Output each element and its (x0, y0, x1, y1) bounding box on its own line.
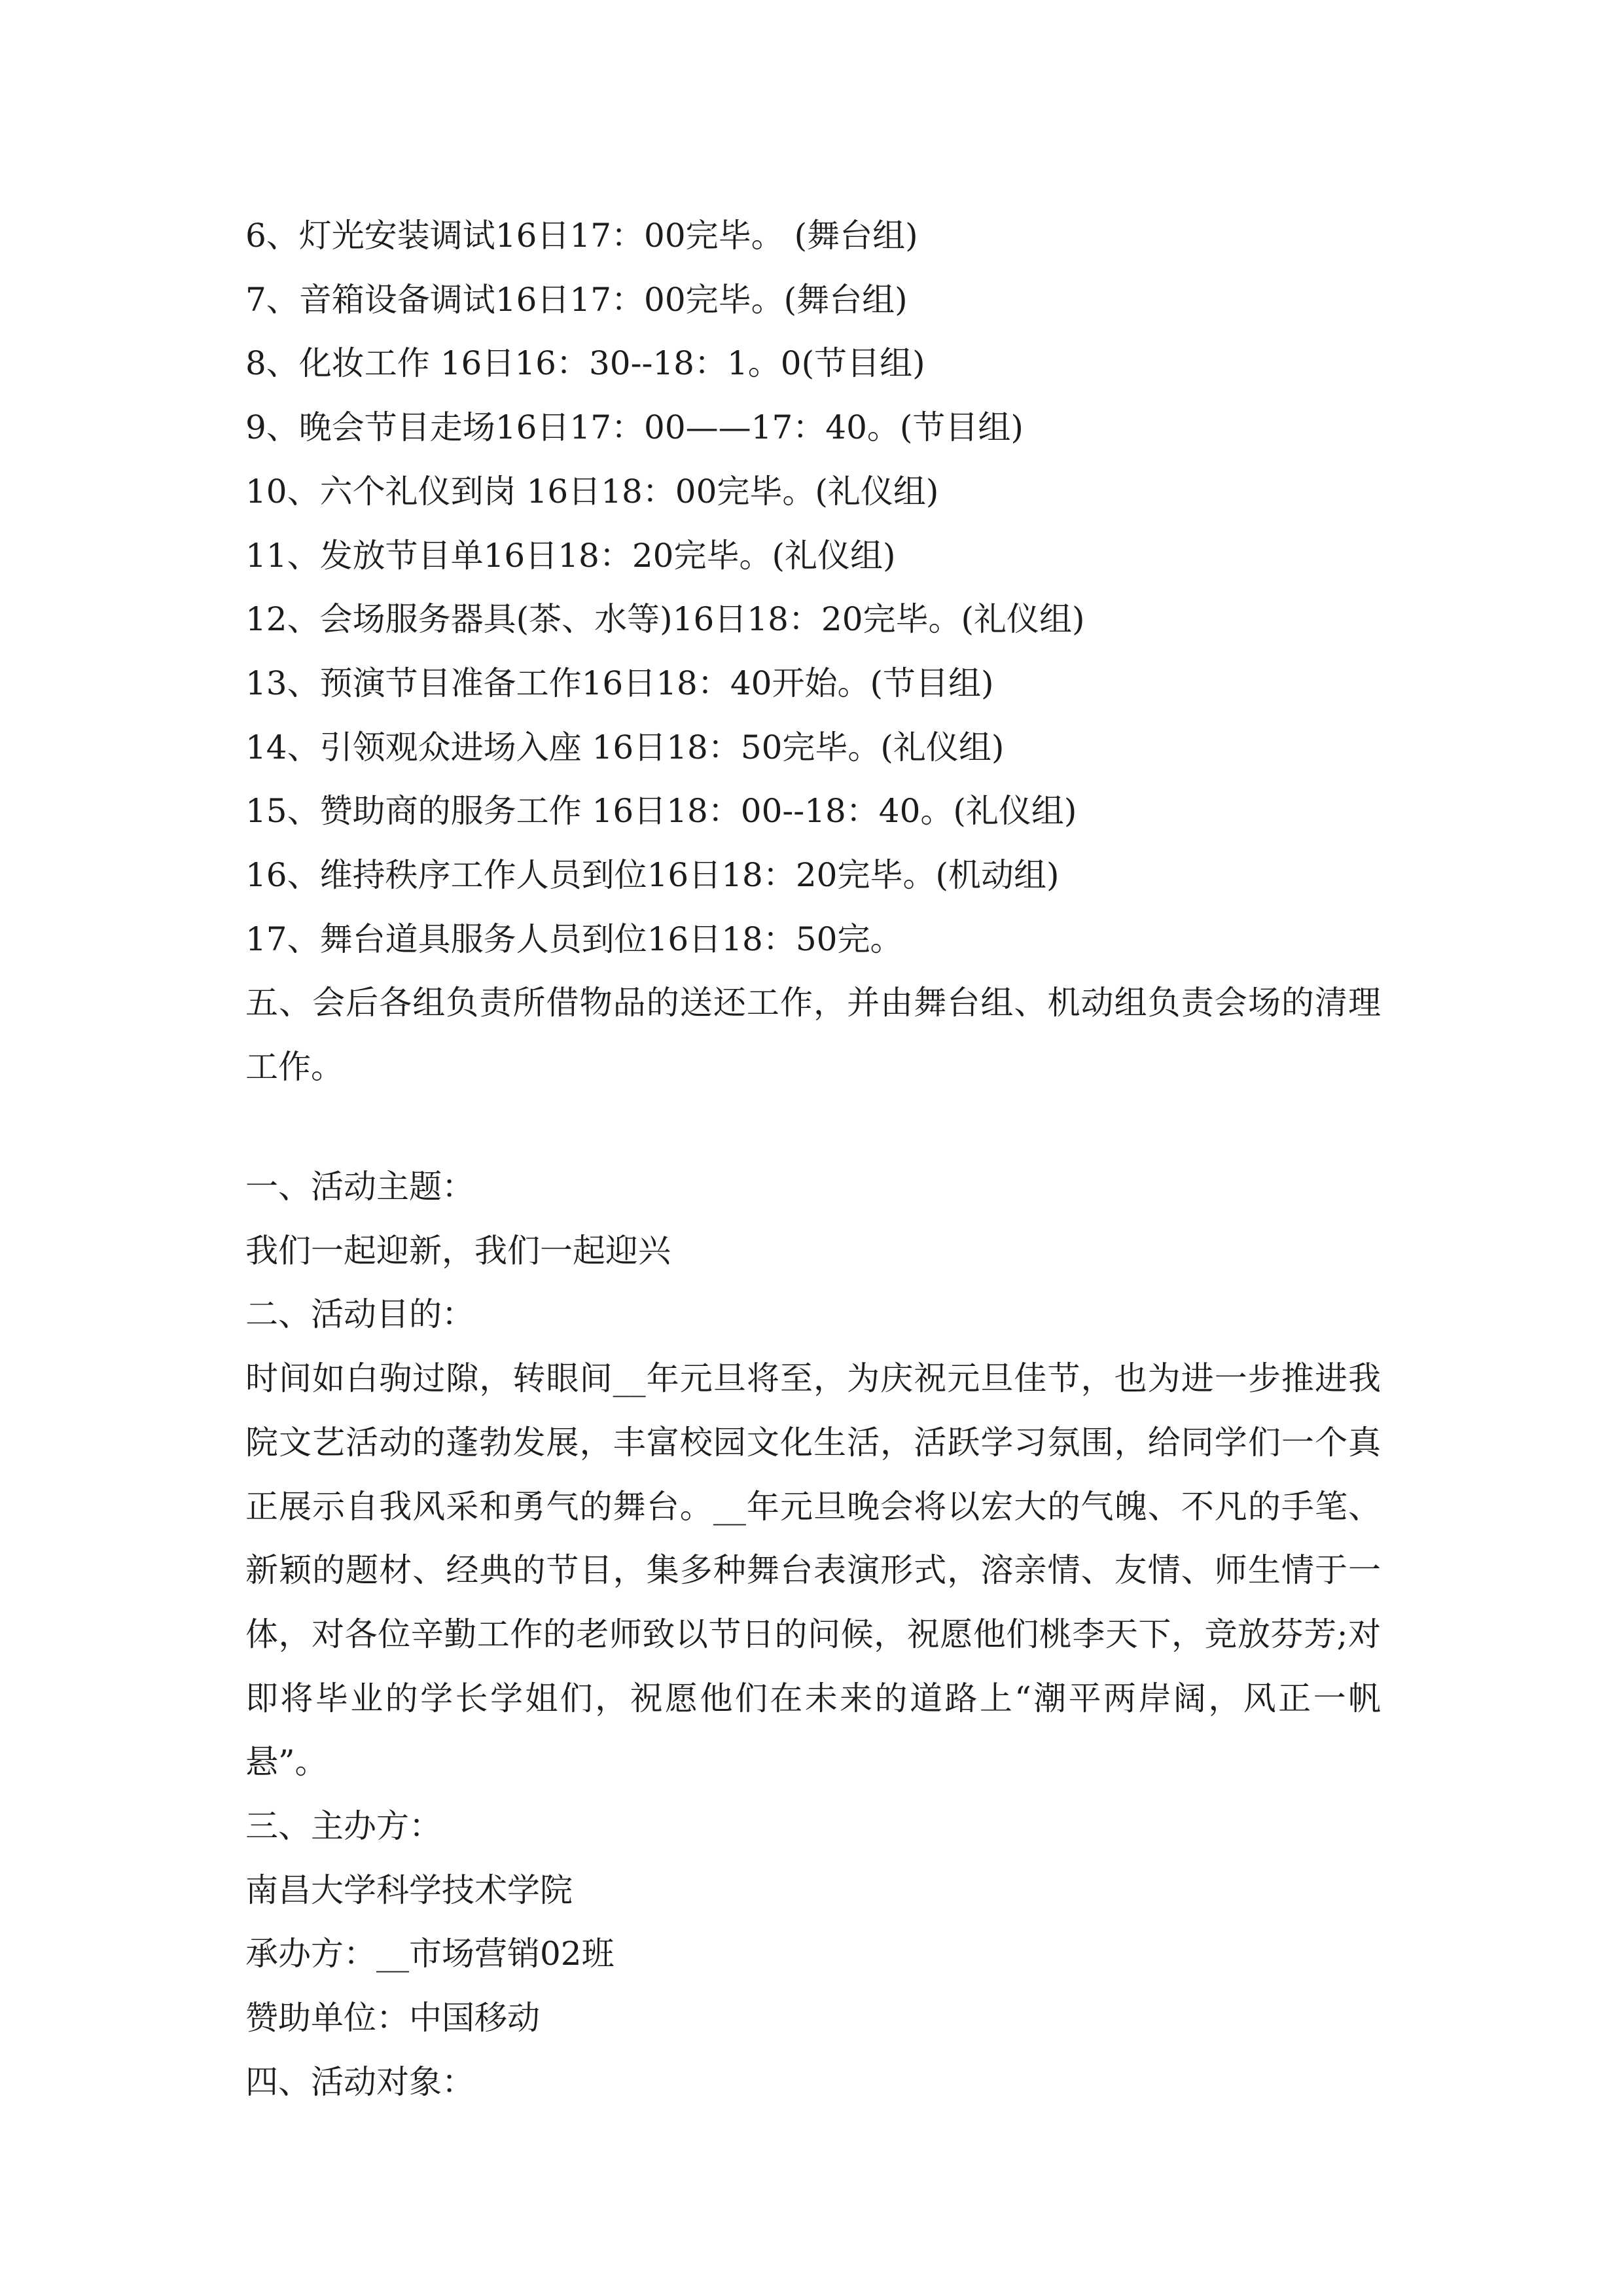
theme-text: 我们一起迎新，我们一起迎兴 (245, 1231, 671, 1270)
schedule-item: 11、发放节目单16日18：20完毕。(礼仪组) (245, 536, 896, 575)
purpose-heading: 二、活动目的： (245, 1295, 474, 1334)
schedule-item: 7、音箱设备调试16日17：00完毕。(舞台组) (245, 280, 908, 319)
sponsor-text: 赞助单位：中国移动 (245, 1999, 540, 2037)
schedule-item: 17、舞台道具服务人员到位16日18：50完。 (245, 920, 903, 958)
organizer-text: 承办方：__市场营销02班 (245, 1935, 615, 1973)
purpose-paragraph: 时间如白驹过隙，转眼间__年元旦将至，为庆祝元旦佳节，也为进一步推进我院文艺活动的蓬勃发展，丰富校园文化生活，活跃学习氛围，给同学们一个真正展示自我风采和勇气的舞台。__年元旦晚会将以宏大的气魄、不凡的手笔、新颖的题材、经典的节目，集多种舞台表演形式，溶亲情、友情、师生情于一体，对各位辛勤工作的老师致以节日的问候，祝愿他们桃李天下，竞放芬芳;对即将毕业的学长学姐们，祝愿他们在未来的道路上“潮平两岸阔，风正一帆悬”。 (245, 1359, 1381, 1782)
schedule-item: 10、六个礼仪到岗 16日18：00完毕。(礼仪组) (245, 472, 939, 511)
schedule-item: 8、化妆工作 16日16：30--18：1。0(节目组) (245, 344, 925, 383)
host-heading: 三、主办方： (245, 1807, 442, 1846)
schedule-item: 6、灯光安装调试16日17：00完毕。 (舞台组) (245, 217, 918, 255)
schedule-section (245, 204, 1381, 1100)
schedule-item: 16、维持秩序工作人员到位16日18：20完毕。(机动组) (245, 856, 1060, 895)
section-five-paragraph: 五、会后各组负责所借物品的送还工作，并由舞台组、机动组负责会场的清理工作。 (245, 984, 1381, 1086)
schedule-item: 9、晚会节目走场16日17：00——17：40。(节目组) (245, 408, 1024, 447)
theme-heading: 一、活动主题： (245, 1168, 474, 1206)
schedule-item: 14、引领观众进场入座 16日18：50完毕。(礼仪组) (245, 728, 1005, 766)
schedule-item: 12、会场服务器具(茶、水等)16日18：20完毕。(礼仪组) (245, 600, 1085, 639)
host-text: 南昌大学科学技术学院 (245, 1871, 573, 1909)
schedule-item: 13、预演节目准备工作16日18：40开始。(节目组) (245, 664, 994, 702)
schedule-item: 15、赞助商的服务工作 16日18：00--18：40。(礼仪组) (245, 792, 1077, 831)
activity-plan-section (245, 1155, 1381, 2115)
target-heading: 四、活动对象： (245, 2062, 474, 2101)
